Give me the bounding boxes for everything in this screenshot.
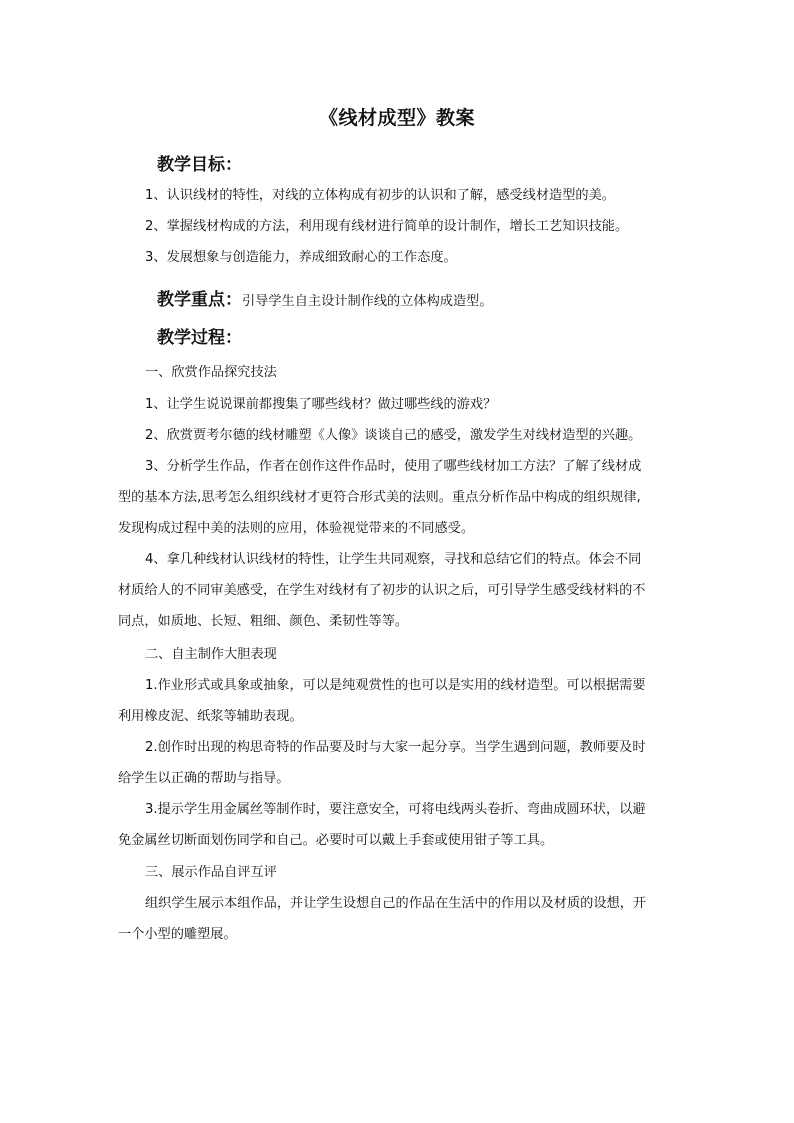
section-title: 二、自主制作大胆表现 xyxy=(145,647,277,662)
list-item-line: 材质给人的不同审美感受，在学生对线材有了初步的认识之后，可引导学生感受线材料的不 xyxy=(118,583,646,598)
process-heading: 教学过程： xyxy=(157,328,242,348)
list-item: 2、欣赏贾考尔德的线材雕塑《人像》谈谈自己的感受，激发学生对线材造型的兴趣。 xyxy=(145,428,642,443)
paragraph-line: 组织学生展示本组作品，并让学生设想自己的作品在生活中的作用以及材质的设想，开 xyxy=(145,896,647,911)
list-item-line: 给学生以正确的帮助与指导。 xyxy=(118,771,290,786)
focus-row xyxy=(157,285,493,310)
goals-heading: 教学目标： xyxy=(157,155,242,175)
goal-item: 1、认识线材的特性，对线的立体构成有初步的认识和了解，感受线材造型的美。 xyxy=(145,188,615,203)
focus-text: 引导学生自主设计制作线的立体构成造型。 xyxy=(242,294,493,309)
section-title: 三、展示作品自评互评 xyxy=(145,865,277,880)
list-item: 1、让学生说说课前都搜集了哪些线材？做过哪些线的游戏？ xyxy=(145,397,497,412)
list-item-line: 型的基本方法,思考怎么组织线材才更符合形式美的法则。重点分析作品中构成的组织规律, xyxy=(118,490,641,505)
section-title: 一、欣赏作品探究技法 xyxy=(145,365,277,380)
paragraph-line: 一个小型的雕塑展。 xyxy=(118,927,237,942)
list-item-line: 免金属丝切断面划伤同学和自己。必要时可以戴上手套或使用钳子等工具。 xyxy=(118,833,554,848)
list-item-line: 发现构成过程中美的法则的应用，体验视觉带来的不同感受。 xyxy=(118,521,475,536)
document-title: 《线材成型》教案 xyxy=(318,107,475,129)
focus-heading: 教学重点： xyxy=(157,290,242,310)
list-item-line: 3.提示学生用金属丝等制作时，要注意安全，可将电线两头卷折、弯曲成圆环状，以避 xyxy=(145,802,646,817)
list-item-line: 2.创作时出现的构思奇特的作品要及时与大家一起分享。当学生遇到问题，教师要及时 xyxy=(145,740,646,755)
list-item-line: 1.作业形式或具象或抽象，可以是纯观赏性的也可以是实用的线材造型。可以根据需要 xyxy=(145,678,646,693)
goal-item: 2、掌握线材构成的方法，利用现有线材进行简单的设计制作，增长工艺知识技能。 xyxy=(145,219,629,234)
goal-item: 3、发展想象与创造能力，养成细致耐心的工作态度。 xyxy=(145,250,457,265)
list-item-line: 4、拿几种线材认识线材的特性，让学生共同观察，寻找和总结它们的特点。体会不同 xyxy=(145,552,642,567)
list-item-line: 3、分析学生作品，作者在创作这件作品时，使用了哪些线材加工方法？了解了线材成 xyxy=(145,459,642,474)
list-item-line: 同点，如质地、长短、粗细、颜色、柔韧性等等。 xyxy=(118,614,409,629)
list-item-line: 利用橡皮泥、纸浆等辅助表现。 xyxy=(118,709,303,724)
